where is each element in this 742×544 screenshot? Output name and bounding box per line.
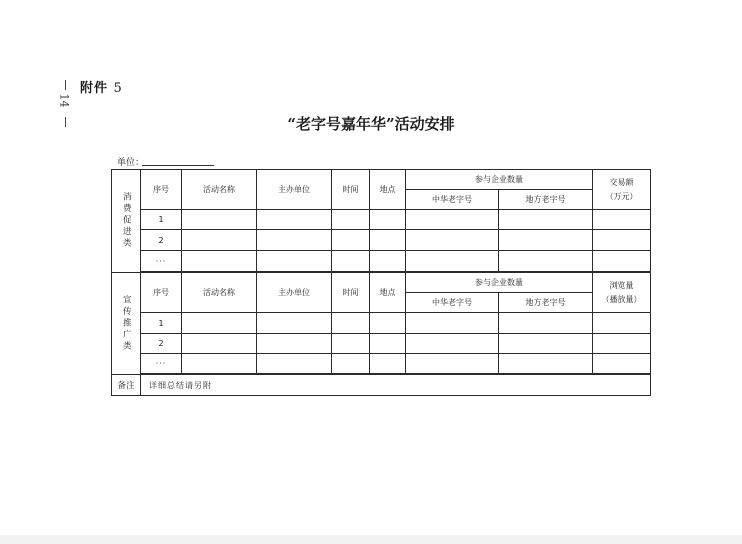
header-seq: 序号 [141, 273, 182, 313]
local-brand-cell[interactable] [499, 210, 593, 230]
unit-label: 单位： [117, 158, 145, 168]
china-brand-cell[interactable] [406, 354, 499, 374]
location-cell[interactable] [370, 251, 406, 272]
remark-label: 备注 [112, 375, 141, 396]
category-cell-consumption: 消费促进类 [112, 170, 141, 273]
document-title: “老字号嘉年华”活动安排 [287, 115, 455, 133]
activity-name-cell[interactable] [182, 354, 257, 374]
header-china-brand: 中华老字号 [406, 190, 499, 210]
table-row-seq: 2 [141, 230, 182, 251]
time-cell[interactable] [332, 354, 370, 374]
china-brand-cell[interactable] [406, 230, 499, 251]
time-cell[interactable] [332, 251, 370, 272]
activity-schedule-table [111, 169, 651, 396]
header-metric-line1: 浏览量 [609, 281, 634, 290]
header-transaction-amount [593, 170, 651, 210]
header-metric-line2: （播放量） [601, 295, 642, 304]
china-brand-cell[interactable] [406, 313, 499, 334]
view-count-cell[interactable] [593, 354, 651, 374]
header-enterprise-count: 参与企业数量 [406, 273, 593, 293]
scan-footer-shade [0, 535, 742, 544]
local-brand-cell[interactable] [499, 251, 593, 272]
china-brand-cell[interactable] [406, 251, 499, 272]
time-cell[interactable] [332, 210, 370, 230]
category-cell-promotion: 宣传推广类 [112, 273, 141, 375]
margin-mark-top [65, 80, 66, 90]
location-cell[interactable] [370, 334, 406, 354]
activity-name-cell[interactable] [182, 251, 257, 272]
china-brand-cell[interactable] [406, 210, 499, 230]
organizer-cell[interactable] [257, 334, 332, 354]
header-activity-name: 活动名称 [182, 170, 257, 210]
header-organizer: 主办单位 [257, 170, 332, 210]
unit-input-line[interactable] [142, 165, 214, 166]
activity-name-cell[interactable] [182, 230, 257, 251]
header-time: 时间 [332, 273, 370, 313]
header-enterprise-count: 参与企业数量 [406, 170, 593, 190]
header-local-brand: 地方老字号 [499, 293, 593, 313]
activity-name-cell[interactable] [182, 313, 257, 334]
table-row-seq: ··· [141, 354, 182, 374]
header-activity-name: 活动名称 [182, 273, 257, 313]
header-metric-line2: （万元） [605, 192, 638, 201]
time-cell[interactable] [332, 230, 370, 251]
location-cell[interactable] [370, 210, 406, 230]
table-row-seq: 1 [141, 313, 182, 334]
header-location: 地点 [370, 170, 406, 210]
header-metric-line1: 交易额 [609, 178, 634, 187]
time-cell[interactable] [332, 313, 370, 334]
china-brand-cell[interactable] [406, 334, 499, 354]
header-organizer: 主办单位 [257, 273, 332, 313]
header-location: 地点 [370, 273, 406, 313]
location-cell[interactable] [370, 313, 406, 334]
view-count-cell[interactable] [593, 334, 651, 354]
organizer-cell[interactable] [257, 210, 332, 230]
attachment-heading [80, 77, 123, 96]
transaction-amount-cell[interactable] [593, 210, 651, 230]
view-count-cell[interactable] [593, 313, 651, 334]
table-row-seq: 2 [141, 334, 182, 354]
organizer-cell[interactable] [257, 354, 332, 374]
attachment-number: 5 [113, 81, 123, 96]
activity-name-cell[interactable] [182, 210, 257, 230]
local-brand-cell[interactable] [499, 313, 593, 334]
transaction-amount-cell[interactable] [593, 251, 651, 272]
organizer-cell[interactable] [257, 313, 332, 334]
header-china-brand: 中华老字号 [406, 293, 499, 313]
table-row-seq: ··· [141, 251, 182, 272]
attachment-label: 附件 [80, 81, 109, 96]
organizer-cell[interactable] [257, 230, 332, 251]
table-row-seq: 1 [141, 210, 182, 230]
location-cell[interactable] [370, 230, 406, 251]
location-cell[interactable] [370, 354, 406, 374]
time-cell[interactable] [332, 334, 370, 354]
transaction-amount-cell[interactable] [593, 230, 651, 251]
page-number: 14 [57, 93, 71, 108]
header-seq: 序号 [141, 170, 182, 210]
header-time: 时间 [332, 170, 370, 210]
header-local-brand: 地方老字号 [499, 190, 593, 210]
local-brand-cell[interactable] [499, 354, 593, 374]
activity-name-cell[interactable] [182, 334, 257, 354]
remark-text: 详细总结请另附 [141, 375, 651, 396]
local-brand-cell[interactable] [499, 230, 593, 251]
organizer-cell[interactable] [257, 251, 332, 272]
local-brand-cell[interactable] [499, 334, 593, 354]
header-view-count [593, 273, 651, 313]
